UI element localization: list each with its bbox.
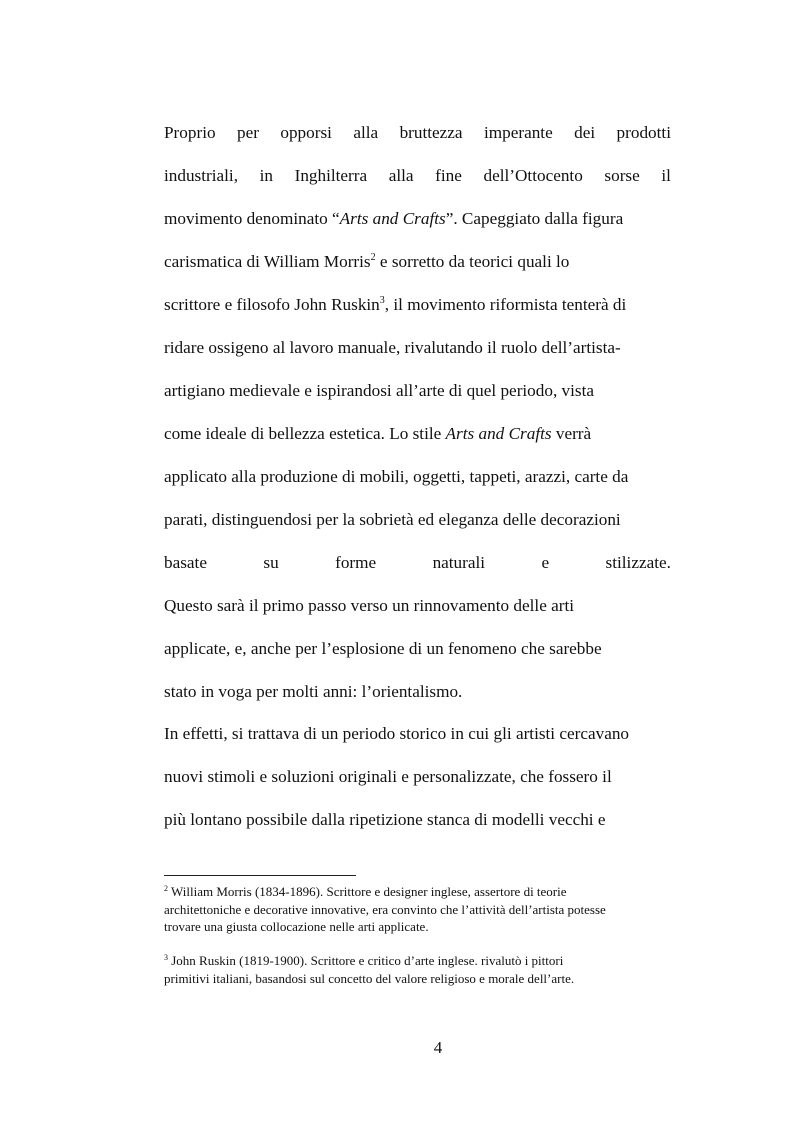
body-line: nuovi stimoli e soluzioni originali e personalizzate, che fossero il: [164, 767, 612, 786]
body-line: applicate, e, anche per l’esplosione di un fenomeno che sarebbe: [164, 639, 602, 658]
footnote-ref-2[interactable]: 2: [370, 252, 376, 263]
body-line: scrittore e filosofo John Ruskin$^3$, il movimento riformista tenterà di: [164, 295, 627, 314]
body-line: più lontano possibile dalla ripetizione stanca di modelli vecchi e: [164, 810, 606, 829]
page-number: 4: [433, 1038, 443, 1057]
body-line: parati, distinguendosi per la sobrietà ed eleganza delle decorazioni: [164, 510, 621, 529]
body-line: Proprio per opporsi alla bruttezza imperante dei prodotti: [164, 123, 671, 142]
footnote-marker: 2: [164, 884, 168, 893]
body-line: ridare ossigeno al lavoro manuale, rivalutando il ruolo dell’artista-: [164, 338, 621, 357]
italic-title: Arts and Crafts: [445, 424, 552, 443]
footnote-separator: [164, 875, 356, 876]
italic-title: Arts and Crafts: [339, 209, 446, 228]
body-line: applicato alla produzione di mobili, oggetti, tappeti, arazzi, carte da: [164, 467, 629, 486]
body-line: Questo sarà il primo passo verso un rinnovamento delle arti: [164, 596, 575, 615]
body-line: carismatica di William Morris$^2$ e sorretto da teorici quali lo: [164, 252, 570, 271]
footnote-ref-3[interactable]: 3: [379, 295, 385, 306]
body-line: artigiano medievale e ispirandosi all’arte di quel periodo, vista: [164, 381, 595, 400]
document-page: Proprio per opporsi alla bruttezza imperante dei prodotti industriali, in Inghilterra alla fine dell’Ottocento sorse il movimento denominato “Arts and Crafts”. Capeggiato dalla figura carismatica di William Morris$^2$ e sorretto da teorici quali lo scrittore e filosofo John Ruskin$^3$, il movimento riformista tenterà di ridare ossigeno al lavoro manuale, rivalutando il ruolo dell’artista- artigiano medievale e ispirandosi all’arte di quel periodo, vista come ideale di bellezza estetica. Lo stile Arts and Crafts verrà applicato alla produzione di mobili, oggetti, tappeti, arazzi, carte da parati, distinguendosi per la sobrietà ed eleganza delle decorazioni basate su forme naturali e stilizzate. Questo sarà il primo passo verso un rinnovamento delle arti applicate, e, anche per l’esplosione di un fenomeno che sarebbe stato in voga per molti anni: l’orientalismo. In effetti, si trattava di un periodo storico in cui gli artisti cercavano nuovi stimoli e soluzioni originali e personalizzate, che fossero il più lontano possibile dalla ripetizione stanca di modelli vecchi e $^2$ William Morris (1834-1896). Scrittore e designer inglese, assertore di teorie architettoniche e decorative innovative, era convinto che l’attività dell’artista potesse trovare una giusta collocazione nelle arti applicate. $^3$ John Ruskin (1819-1900). Scrittore e critico d’arte inglese. rivalutò i pittori primitivi italiani, basandosi sul concetto del valore religioso e morale dell’arte. 4: [0, 0, 793, 1123]
body-line: come ideale di bellezza estetica. Lo stile Arts and Crafts verrà: [164, 424, 592, 443]
body-line: In effetti, si trattava di un periodo storico in cui gli artisti cercavano: [164, 724, 630, 743]
body-line: movimento denominato “Arts and Crafts”. Capeggiato dalla figura: [164, 209, 624, 228]
body-line: basate su forme naturali e stilizzate.: [164, 553, 671, 572]
footnote-marker: 3: [164, 953, 168, 962]
body-line: industriali, in Inghilterra alla fine dell’Ottocento sorse il: [164, 166, 671, 185]
body-line: stato in voga per molti anni: l’orientalismo.: [164, 682, 463, 701]
